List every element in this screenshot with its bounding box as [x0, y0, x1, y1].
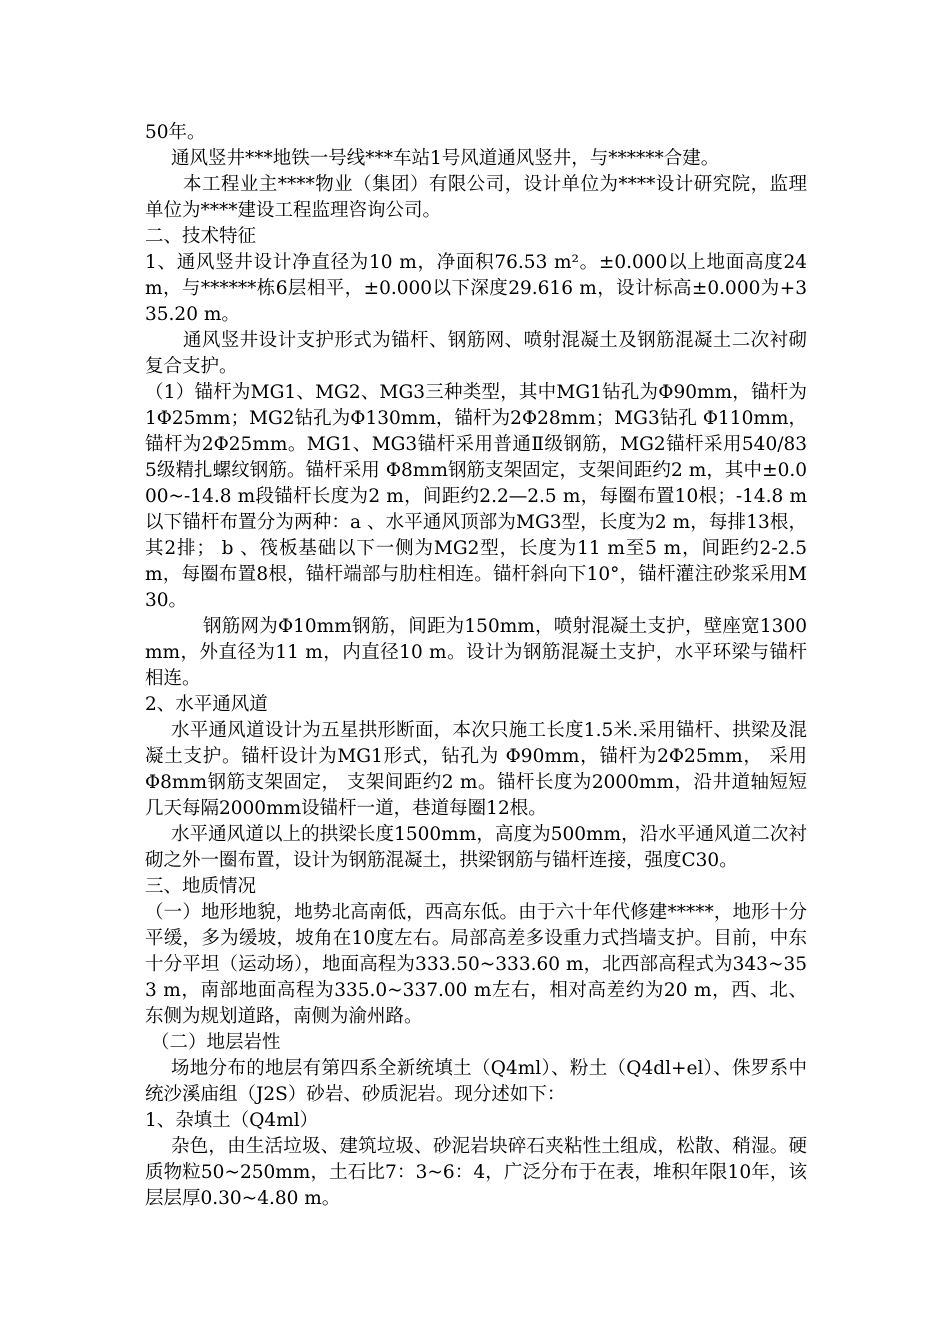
paragraph-15: 场地分布的地层有第四系全新统填土（Q4ml）、粉土（Q4dl+el）、侏罗系中统沙溪庙组（J2S）砂岩、砂质泥岩。现分述如下：: [145, 1058, 807, 1105]
subheading-strata: （二）地层岩性: [151, 1032, 281, 1053]
paragraph-13: （一）地形地貌，地势北高南低，西高东低。由于六十年代修建*****，地形十分平缓，多为缓坡，坡角在10度左右。局部高差多设重力式挡墙支护。目前，中东十分平坦（运动场），地面高程为333.50~333.60 m，北西部高程式为343~353 m，南部地面高程为335.0~337.00 m左右，相对高差约为20 m，西、北、东侧为规划道路，南侧为渝州路。: [145, 902, 807, 1027]
paragraph-8: 钢筋网为Φ10mm钢筋，间距为150mm，喷射混凝土支护，壁座宽1300mm，外直径为11 m，内直径10 m。设计为钢筋混凝土支护，水平环梁与锚杆相连。: [145, 616, 807, 689]
section-heading-technical: 二、技术特征: [145, 226, 257, 247]
paragraph-11: 水平通风道以上的拱梁长度1500mm，高度为500mm，沿水平通风道二次衬砌之外一圈布置，设计为钢筋混凝土，拱梁钢筋与锚杆连接，强度C30。: [145, 824, 807, 871]
section-heading-geology: 三、地质情况: [145, 876, 257, 897]
paragraph-2: 通风竖井***地铁一号线***车站1号风道通风竖井，与******合建。: [171, 148, 720, 169]
paragraph-17: 杂色，由生活垃圾、建筑垃圾、砂泥岩块碎石夹粘性土组成，松散、稍湿。硬质物粒50~250mm，土石比7：3~6：4，广泛分布于在表，堆积年限10年，该层层厚0.30~4.80 m。: [145, 1136, 807, 1209]
paragraph-1: 50年。: [145, 122, 206, 143]
paragraph-7: （1）锚杆为MG1、MG2、MG3三种类型，其中MG1钻孔为Φ90mm，锚杆为1Φ25mm；MG2钻孔为Φ130mm，锚杆为2Φ28mm；MG3钻孔 Φ110mm，锚杆为2Φ25mm。MG1、MG3锚杆采用普通Ⅱ级钢筋，MG2锚杆采用540/835级精扎螺纹钢筋。锚杆采用 Φ8mm钢筋支架固定，支架间距约2 m，其中±0.000~-14.8 m段锚杆长度为2 m，间距约2.2—2.5 m，每圈布置10根；-14.8 m以下锚杆布置分为两种：a 、水平通风顶部为MG3型，长度为2 m，每排13根，其2排； b 、筏板基础以下一侧为MG2型，长度为11 m至5 m，间距约2-2.5 m，每圈布置8根，锚杆端部与肋柱相连。锚杆斜向下10°，锚杆灌注砂浆采用M30。: [145, 382, 807, 611]
document-page: [145, 120, 807, 1212]
subheading-fill: 1、杂填土（Q4ml）: [145, 1110, 319, 1131]
subheading-horizontal-channel: 2、水平通风道: [145, 694, 268, 715]
paragraph-5: 1、通风竖井设计净直径为10 m，净面积76.53 m²。±0.000以上地面高度24 m，与******栋6层相平，±0.000以下深度29.616 m，设计标高±0.000为+335.20 m。: [145, 252, 807, 325]
paragraph-10: 水平通风道设计为五星拱形断面，本次只施工长度1.5米.采用锚杆、拱梁及混凝土支护。锚杆设计为MG1形式，钻孔为 Φ90mm，锚杆为2Φ25mm， 采用 Φ8mm钢筋支架固定， 支架间距约2 m。锚杆长度为2000mm，沿井道轴短短几天每隔2000mm设锚杆一道，巷道每圈12根。: [145, 720, 807, 819]
paragraph-6: 通风竖井设计支护形式为锚杆、钢筋网、喷射混凝土及钢筋混凝土二次衬砌复合支护。: [145, 330, 807, 377]
paragraph-3: 本工程业主****物业（集团）有限公司，设计单位为****设计研究院，监理单位为****建设工程监理咨询公司。: [145, 174, 807, 221]
